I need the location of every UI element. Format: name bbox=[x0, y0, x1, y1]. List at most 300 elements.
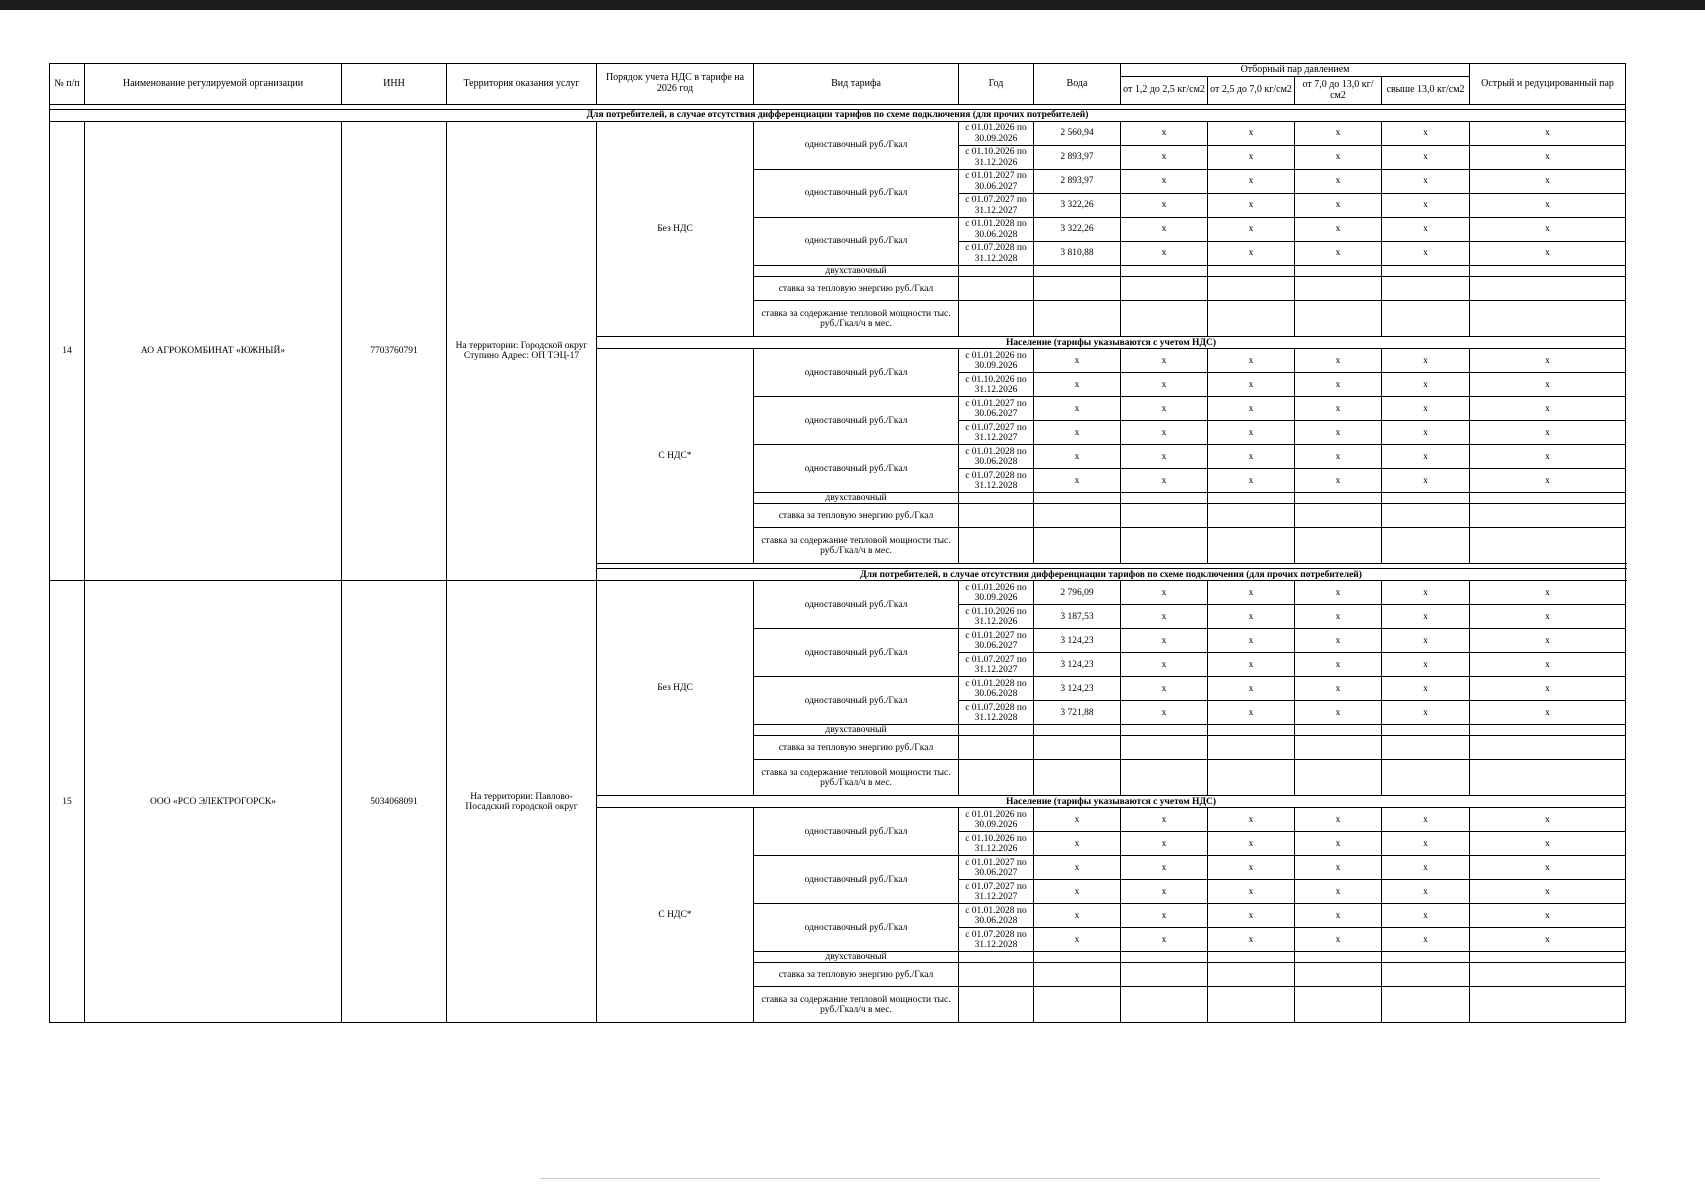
empty-cell bbox=[1382, 963, 1470, 987]
empty-cell bbox=[1121, 736, 1208, 760]
steam-x-cell: x bbox=[1121, 581, 1208, 605]
col-header-steam-group: Отборный пар давлением bbox=[1121, 64, 1470, 77]
steam-x-cell: x bbox=[1382, 928, 1470, 952]
water-value: 3 124,23 bbox=[1034, 629, 1121, 653]
empty-cell bbox=[1382, 987, 1470, 1023]
empty-cell bbox=[1295, 301, 1382, 337]
water-x-cell: x bbox=[1034, 880, 1121, 904]
empty-cell bbox=[959, 277, 1034, 301]
steam-x-cell: x bbox=[1470, 653, 1626, 677]
steam-x-cell: x bbox=[1470, 832, 1626, 856]
steam-x-cell: x bbox=[1470, 856, 1626, 880]
empty-cell bbox=[1208, 736, 1295, 760]
col-header-water: Вода bbox=[1034, 64, 1121, 105]
steam-x-cell: x bbox=[1382, 832, 1470, 856]
scan-top-edge bbox=[0, 0, 1705, 10]
empty-cell bbox=[1208, 528, 1295, 564]
steam-x-cell: x bbox=[1470, 373, 1626, 397]
tariff-kind-single-rate: одноставочный руб./Гкал bbox=[754, 218, 959, 266]
empty-cell bbox=[1470, 301, 1626, 337]
water-x-cell: x bbox=[1034, 904, 1121, 928]
steam-x-cell: x bbox=[1382, 808, 1470, 832]
steam-x-cell: x bbox=[1470, 194, 1626, 218]
steam-x-cell: x bbox=[1121, 928, 1208, 952]
steam-x-cell: x bbox=[1382, 373, 1470, 397]
period-cell: с 01.10.2026 по 31.12.2026 bbox=[959, 146, 1034, 170]
empty-cell bbox=[959, 760, 1034, 796]
steam-x-cell: x bbox=[1121, 373, 1208, 397]
empty-cell bbox=[1208, 266, 1295, 277]
period-cell: с 01.01.2027 по 30.06.2027 bbox=[959, 629, 1034, 653]
empty-cell bbox=[1208, 277, 1295, 301]
org-inn: 7703760791 bbox=[342, 122, 447, 581]
vat-mode-with-vat: С НДС* bbox=[597, 349, 754, 564]
empty-cell bbox=[1034, 987, 1121, 1023]
empty-cell bbox=[1382, 760, 1470, 796]
steam-x-cell: x bbox=[1121, 904, 1208, 928]
org-number: 14 bbox=[50, 122, 85, 581]
steam-x-cell: x bbox=[1470, 146, 1626, 170]
tariff-kind-single-rate: одноставочный руб./Гкал bbox=[754, 808, 959, 856]
empty-cell bbox=[1121, 493, 1208, 504]
empty-cell bbox=[1470, 493, 1626, 504]
energy-rate-label: ставка за тепловую энергию руб./Гкал bbox=[754, 963, 959, 987]
water-value: 2 560,94 bbox=[1034, 122, 1121, 146]
water-value: 3 187,53 bbox=[1034, 605, 1121, 629]
capacity-rate-label: ставка за содержание тепловой мощности тыс. руб./Гкал/ч в мес. bbox=[754, 301, 959, 337]
empty-cell bbox=[1121, 952, 1208, 963]
empty-cell bbox=[1121, 504, 1208, 528]
water-x-cell: x bbox=[1034, 856, 1121, 880]
steam-x-cell: x bbox=[1121, 146, 1208, 170]
water-value: 3 721,88 bbox=[1034, 701, 1121, 725]
water-x-cell: x bbox=[1034, 421, 1121, 445]
steam-x-cell: x bbox=[1208, 808, 1295, 832]
steam-x-cell: x bbox=[1121, 242, 1208, 266]
period-cell: с 01.01.2026 по 30.09.2026 bbox=[959, 122, 1034, 146]
steam-x-cell: x bbox=[1295, 629, 1382, 653]
steam-x-cell: x bbox=[1470, 928, 1626, 952]
empty-cell bbox=[959, 504, 1034, 528]
steam-x-cell: x bbox=[1382, 349, 1470, 373]
tariff-kind-single-rate: одноставочный руб./Гкал bbox=[754, 629, 959, 677]
steam-x-cell: x bbox=[1295, 469, 1382, 493]
col-header-org-name: Наименование регулируемой организации bbox=[85, 64, 342, 105]
steam-x-cell: x bbox=[1470, 701, 1626, 725]
empty-cell bbox=[959, 952, 1034, 963]
steam-x-cell: x bbox=[1295, 421, 1382, 445]
water-value: 3 810,88 bbox=[1034, 242, 1121, 266]
tariff-kind-two-rate: двухставочный bbox=[754, 493, 959, 504]
steam-x-cell: x bbox=[1382, 122, 1470, 146]
energy-rate-label: ставка за тепловую энергию руб./Гкал bbox=[754, 504, 959, 528]
energy-rate-label: ставка за тепловую энергию руб./Гкал bbox=[754, 736, 959, 760]
steam-x-cell: x bbox=[1208, 170, 1295, 194]
steam-x-cell: x bbox=[1121, 349, 1208, 373]
empty-cell bbox=[1470, 963, 1626, 987]
col-header-year: Год bbox=[959, 64, 1034, 105]
steam-x-cell: x bbox=[1382, 653, 1470, 677]
org-name: ООО «РСО ЭЛЕКТРОГОРСК» bbox=[85, 581, 342, 1023]
vat-mode-with-vat: С НДС* bbox=[597, 808, 754, 1023]
empty-cell bbox=[1208, 952, 1295, 963]
period-cell: с 01.10.2026 по 31.12.2026 bbox=[959, 605, 1034, 629]
col-header-territory: Территория оказания услуг bbox=[447, 64, 597, 105]
steam-x-cell: x bbox=[1295, 581, 1382, 605]
tariff-kind-single-rate: одноставочный руб./Гкал bbox=[754, 349, 959, 397]
steam-x-cell: x bbox=[1121, 629, 1208, 653]
water-x-cell: x bbox=[1034, 397, 1121, 421]
steam-x-cell: x bbox=[1295, 832, 1382, 856]
tariff-kind-single-rate: одноставочный руб./Гкал bbox=[754, 122, 959, 170]
steam-x-cell: x bbox=[1121, 653, 1208, 677]
empty-cell bbox=[1295, 504, 1382, 528]
steam-x-cell: x bbox=[1382, 397, 1470, 421]
steam-x-cell: x bbox=[1121, 832, 1208, 856]
empty-cell bbox=[1382, 266, 1470, 277]
empty-cell bbox=[959, 736, 1034, 760]
empty-cell bbox=[1382, 952, 1470, 963]
empty-cell bbox=[1382, 493, 1470, 504]
empty-cell bbox=[1295, 725, 1382, 736]
water-value: 3 124,23 bbox=[1034, 677, 1121, 701]
empty-cell bbox=[1034, 963, 1121, 987]
period-cell: с 01.07.2028 по 31.12.2028 bbox=[959, 701, 1034, 725]
steam-x-cell: x bbox=[1295, 397, 1382, 421]
steam-x-cell: x bbox=[1208, 242, 1295, 266]
tariff-kind-two-rate: двухставочный bbox=[754, 725, 959, 736]
water-x-cell: x bbox=[1034, 832, 1121, 856]
empty-cell bbox=[1208, 504, 1295, 528]
water-value: 2 893,97 bbox=[1034, 146, 1121, 170]
tariff-row bbox=[50, 581, 1626, 605]
steam-x-cell: x bbox=[1470, 122, 1626, 146]
steam-x-cell: x bbox=[1121, 218, 1208, 242]
steam-x-cell: x bbox=[1470, 218, 1626, 242]
steam-x-cell: x bbox=[1208, 397, 1295, 421]
steam-x-cell: x bbox=[1382, 218, 1470, 242]
empty-cell bbox=[1382, 301, 1470, 337]
steam-x-cell: x bbox=[1295, 904, 1382, 928]
tariff-kind-single-rate: одноставочный руб./Гкал bbox=[754, 581, 959, 629]
empty-cell bbox=[1470, 952, 1626, 963]
empty-cell bbox=[959, 266, 1034, 277]
water-x-cell: x bbox=[1034, 928, 1121, 952]
capacity-rate-label: ставка за содержание тепловой мощности тыс. руб./Гкал/ч в мес. bbox=[754, 760, 959, 796]
col-header-pressure-1: от 1,2 до 2,5 кг/см2 bbox=[1121, 77, 1208, 105]
empty-cell bbox=[1208, 493, 1295, 504]
water-value: 2 796,09 bbox=[1034, 581, 1121, 605]
empty-cell bbox=[1034, 736, 1121, 760]
steam-x-cell: x bbox=[1208, 421, 1295, 445]
col-header-tariff-type: Вид тарифа bbox=[754, 64, 959, 105]
empty-cell bbox=[959, 987, 1034, 1023]
period-cell: с 01.07.2027 по 31.12.2027 bbox=[959, 421, 1034, 445]
period-cell: с 01.10.2026 по 31.12.2026 bbox=[959, 832, 1034, 856]
period-cell: с 01.07.2027 по 31.12.2027 bbox=[959, 880, 1034, 904]
steam-x-cell: x bbox=[1470, 349, 1626, 373]
period-cell: с 01.01.2026 по 30.09.2026 bbox=[959, 349, 1034, 373]
col-header-pressure-4: свыше 13,0 кг/см2 bbox=[1382, 77, 1470, 105]
steam-x-cell: x bbox=[1382, 629, 1470, 653]
steam-x-cell: x bbox=[1208, 701, 1295, 725]
org-territory: На территории: Городской округ Ступино Адрес: ОП ТЭЦ-17 bbox=[447, 122, 597, 581]
org-territory: На территории: Павлово-Посадский городской округ bbox=[447, 581, 597, 1023]
steam-x-cell: x bbox=[1382, 146, 1470, 170]
vat-mode-no-vat: Без НДС bbox=[597, 122, 754, 337]
empty-cell bbox=[1121, 277, 1208, 301]
tariff-kind-two-rate: двухставочный bbox=[754, 266, 959, 277]
steam-x-cell: x bbox=[1382, 856, 1470, 880]
empty-cell bbox=[1208, 301, 1295, 337]
empty-cell bbox=[1470, 277, 1626, 301]
steam-x-cell: x bbox=[1295, 218, 1382, 242]
col-header-vat-order: Порядок учета НДС в тарифе на 2026 год bbox=[597, 64, 754, 105]
steam-x-cell: x bbox=[1208, 653, 1295, 677]
water-x-cell: x bbox=[1034, 469, 1121, 493]
tariff-kind-single-rate: одноставочный руб./Гкал bbox=[754, 904, 959, 952]
empty-cell bbox=[1470, 987, 1626, 1023]
tariff-kind-single-rate: одноставочный руб./Гкал bbox=[754, 397, 959, 445]
empty-cell bbox=[959, 528, 1034, 564]
steam-x-cell: x bbox=[1470, 605, 1626, 629]
empty-cell bbox=[959, 963, 1034, 987]
steam-x-cell: x bbox=[1382, 469, 1470, 493]
period-cell: с 01.01.2028 по 30.06.2028 bbox=[959, 218, 1034, 242]
steam-x-cell: x bbox=[1121, 701, 1208, 725]
empty-cell bbox=[1470, 760, 1626, 796]
empty-cell bbox=[1121, 725, 1208, 736]
water-x-cell: x bbox=[1034, 373, 1121, 397]
empty-cell bbox=[1382, 277, 1470, 301]
steam-x-cell: x bbox=[1121, 677, 1208, 701]
steam-x-cell: x bbox=[1208, 349, 1295, 373]
empty-cell bbox=[1121, 301, 1208, 337]
empty-cell bbox=[959, 301, 1034, 337]
empty-cell bbox=[1034, 301, 1121, 337]
period-cell: с 01.07.2027 по 31.12.2027 bbox=[959, 194, 1034, 218]
steam-x-cell: x bbox=[1208, 218, 1295, 242]
steam-x-cell: x bbox=[1121, 469, 1208, 493]
period-cell: с 01.01.2028 по 30.06.2028 bbox=[959, 677, 1034, 701]
empty-cell bbox=[1034, 504, 1121, 528]
steam-x-cell: x bbox=[1470, 581, 1626, 605]
period-cell: с 01.07.2027 по 31.12.2027 bbox=[959, 653, 1034, 677]
steam-x-cell: x bbox=[1382, 170, 1470, 194]
empty-cell bbox=[1034, 528, 1121, 564]
empty-cell bbox=[1295, 952, 1382, 963]
steam-x-cell: x bbox=[1382, 605, 1470, 629]
capacity-rate-label: ставка за содержание тепловой мощности тыс. руб./Гкал/ч в мес. bbox=[754, 528, 959, 564]
empty-cell bbox=[1470, 528, 1626, 564]
tariff-table bbox=[49, 63, 1626, 1023]
steam-x-cell: x bbox=[1121, 170, 1208, 194]
tariff-kind-single-rate: одноставочный руб./Гкал bbox=[754, 445, 959, 493]
empty-cell bbox=[959, 493, 1034, 504]
steam-x-cell: x bbox=[1470, 677, 1626, 701]
empty-cell bbox=[1121, 266, 1208, 277]
empty-cell bbox=[1208, 760, 1295, 796]
empty-cell bbox=[1034, 760, 1121, 796]
steam-x-cell: x bbox=[1382, 242, 1470, 266]
steam-x-cell: x bbox=[1382, 581, 1470, 605]
org-inn: 5034068091 bbox=[342, 581, 447, 1023]
empty-cell bbox=[1295, 736, 1382, 760]
steam-x-cell: x bbox=[1121, 194, 1208, 218]
empty-cell bbox=[1034, 277, 1121, 301]
period-cell: с 01.01.2027 по 30.06.2027 bbox=[959, 397, 1034, 421]
period-cell: с 01.10.2026 по 31.12.2026 bbox=[959, 373, 1034, 397]
steam-x-cell: x bbox=[1121, 880, 1208, 904]
steam-x-cell: x bbox=[1470, 242, 1626, 266]
empty-cell bbox=[1034, 725, 1121, 736]
steam-x-cell: x bbox=[1208, 629, 1295, 653]
steam-x-cell: x bbox=[1295, 677, 1382, 701]
steam-x-cell: x bbox=[1208, 605, 1295, 629]
steam-x-cell: x bbox=[1121, 856, 1208, 880]
steam-x-cell: x bbox=[1382, 880, 1470, 904]
empty-cell bbox=[1295, 987, 1382, 1023]
steam-x-cell: x bbox=[1208, 904, 1295, 928]
period-cell: с 01.07.2028 по 31.12.2028 bbox=[959, 242, 1034, 266]
water-value: 3 124,23 bbox=[1034, 653, 1121, 677]
banner-population: Население (тарифы указываются с учетом НДС) bbox=[597, 796, 1626, 808]
banner-others: Для потребителей, в случае отсутствия дифференциации тарифов по схеме подключения (для прочих потребителей) bbox=[597, 569, 1626, 581]
water-x-cell: x bbox=[1034, 808, 1121, 832]
period-cell: с 01.01.2028 по 30.06.2028 bbox=[959, 904, 1034, 928]
steam-x-cell: x bbox=[1121, 605, 1208, 629]
water-x-cell: x bbox=[1034, 349, 1121, 373]
empty-cell bbox=[1382, 528, 1470, 564]
period-cell: с 01.01.2028 по 30.06.2028 bbox=[959, 445, 1034, 469]
col-header-pressure-2: от 2,5 до 7,0 кг/см2 bbox=[1208, 77, 1295, 105]
empty-cell bbox=[1295, 760, 1382, 796]
steam-x-cell: x bbox=[1121, 421, 1208, 445]
empty-cell bbox=[1121, 528, 1208, 564]
empty-cell bbox=[1382, 504, 1470, 528]
steam-x-cell: x bbox=[1121, 445, 1208, 469]
steam-x-cell: x bbox=[1295, 701, 1382, 725]
empty-cell bbox=[1382, 725, 1470, 736]
empty-cell bbox=[959, 725, 1034, 736]
steam-x-cell: x bbox=[1208, 880, 1295, 904]
steam-x-cell: x bbox=[1208, 581, 1295, 605]
steam-x-cell: x bbox=[1470, 904, 1626, 928]
steam-x-cell: x bbox=[1470, 397, 1626, 421]
steam-x-cell: x bbox=[1470, 421, 1626, 445]
col-header-num: № п/п bbox=[50, 64, 85, 105]
period-cell: с 01.01.2026 по 30.09.2026 bbox=[959, 808, 1034, 832]
header-row-1 bbox=[50, 64, 1626, 77]
steam-x-cell: x bbox=[1295, 808, 1382, 832]
steam-x-cell: x bbox=[1295, 349, 1382, 373]
vat-mode-no-vat: Без НДС bbox=[597, 581, 754, 796]
banner-others: Для потребителей, в случае отсутствия дифференциации тарифов по схеме подключения (для прочих потребителей) bbox=[50, 110, 1626, 122]
water-value: 3 322,26 bbox=[1034, 194, 1121, 218]
period-cell: с 01.01.2027 по 30.06.2027 bbox=[959, 856, 1034, 880]
empty-cell bbox=[1470, 736, 1626, 760]
steam-x-cell: x bbox=[1208, 832, 1295, 856]
period-cell: с 01.07.2028 по 31.12.2028 bbox=[959, 469, 1034, 493]
steam-x-cell: x bbox=[1295, 653, 1382, 677]
steam-x-cell: x bbox=[1295, 856, 1382, 880]
steam-x-cell: x bbox=[1382, 421, 1470, 445]
steam-x-cell: x bbox=[1208, 469, 1295, 493]
org-number: 15 bbox=[50, 581, 85, 1023]
empty-cell bbox=[1470, 266, 1626, 277]
empty-cell bbox=[1295, 528, 1382, 564]
steam-x-cell: x bbox=[1470, 469, 1626, 493]
empty-cell bbox=[1295, 493, 1382, 504]
empty-cell bbox=[1121, 963, 1208, 987]
steam-x-cell: x bbox=[1121, 122, 1208, 146]
empty-cell bbox=[1470, 725, 1626, 736]
tariff-kind-single-rate: одноставочный руб./Гкал bbox=[754, 170, 959, 218]
steam-x-cell: x bbox=[1295, 928, 1382, 952]
steam-x-cell: x bbox=[1208, 677, 1295, 701]
empty-cell bbox=[1208, 963, 1295, 987]
steam-x-cell: x bbox=[1208, 122, 1295, 146]
steam-x-cell: x bbox=[1382, 677, 1470, 701]
scan-artifact-line bbox=[540, 1178, 1600, 1179]
col-header-pressure-3: от 7,0 до 13,0 кг/см2 bbox=[1295, 77, 1382, 105]
steam-x-cell: x bbox=[1470, 880, 1626, 904]
steam-x-cell: x bbox=[1295, 194, 1382, 218]
tariff-kind-single-rate: одноставочный руб./Гкал bbox=[754, 856, 959, 904]
empty-cell bbox=[1295, 277, 1382, 301]
steam-x-cell: x bbox=[1382, 701, 1470, 725]
empty-cell bbox=[1382, 736, 1470, 760]
empty-cell bbox=[1034, 952, 1121, 963]
banner-row-others bbox=[50, 110, 1626, 122]
steam-x-cell: x bbox=[1208, 146, 1295, 170]
capacity-rate-label: ставка за содержание тепловой мощности тыс. руб./Гкал/ч в мес. bbox=[754, 987, 959, 1023]
steam-x-cell: x bbox=[1382, 194, 1470, 218]
energy-rate-label: ставка за тепловую энергию руб./Гкал bbox=[754, 277, 959, 301]
empty-cell bbox=[1208, 987, 1295, 1023]
steam-x-cell: x bbox=[1208, 928, 1295, 952]
empty-cell bbox=[1034, 493, 1121, 504]
water-value: 2 893,97 bbox=[1034, 170, 1121, 194]
steam-x-cell: x bbox=[1470, 808, 1626, 832]
period-cell: с 01.01.2027 по 30.06.2027 bbox=[959, 170, 1034, 194]
steam-x-cell: x bbox=[1295, 445, 1382, 469]
tariff-kind-single-rate: одноставочный руб./Гкал bbox=[754, 677, 959, 725]
steam-x-cell: x bbox=[1470, 445, 1626, 469]
tariff-table-body bbox=[50, 64, 1626, 1023]
steam-x-cell: x bbox=[1295, 242, 1382, 266]
steam-x-cell: x bbox=[1121, 808, 1208, 832]
empty-cell bbox=[1121, 987, 1208, 1023]
col-header-sharp-steam: Острый и редуцированный пар bbox=[1470, 64, 1626, 105]
steam-x-cell: x bbox=[1295, 373, 1382, 397]
period-cell: с 01.07.2028 по 31.12.2028 bbox=[959, 928, 1034, 952]
period-cell: с 01.01.2026 по 30.09.2026 bbox=[959, 581, 1034, 605]
steam-x-cell: x bbox=[1295, 880, 1382, 904]
empty-cell bbox=[1295, 266, 1382, 277]
steam-x-cell: x bbox=[1208, 194, 1295, 218]
water-value: 3 322,26 bbox=[1034, 218, 1121, 242]
steam-x-cell: x bbox=[1208, 445, 1295, 469]
empty-cell bbox=[1208, 725, 1295, 736]
steam-x-cell: x bbox=[1208, 856, 1295, 880]
steam-x-cell: x bbox=[1295, 146, 1382, 170]
tariff-kind-two-rate: двухставочный bbox=[754, 952, 959, 963]
empty-cell bbox=[1470, 504, 1626, 528]
empty-cell bbox=[1034, 266, 1121, 277]
steam-x-cell: x bbox=[1382, 445, 1470, 469]
steam-x-cell: x bbox=[1295, 605, 1382, 629]
